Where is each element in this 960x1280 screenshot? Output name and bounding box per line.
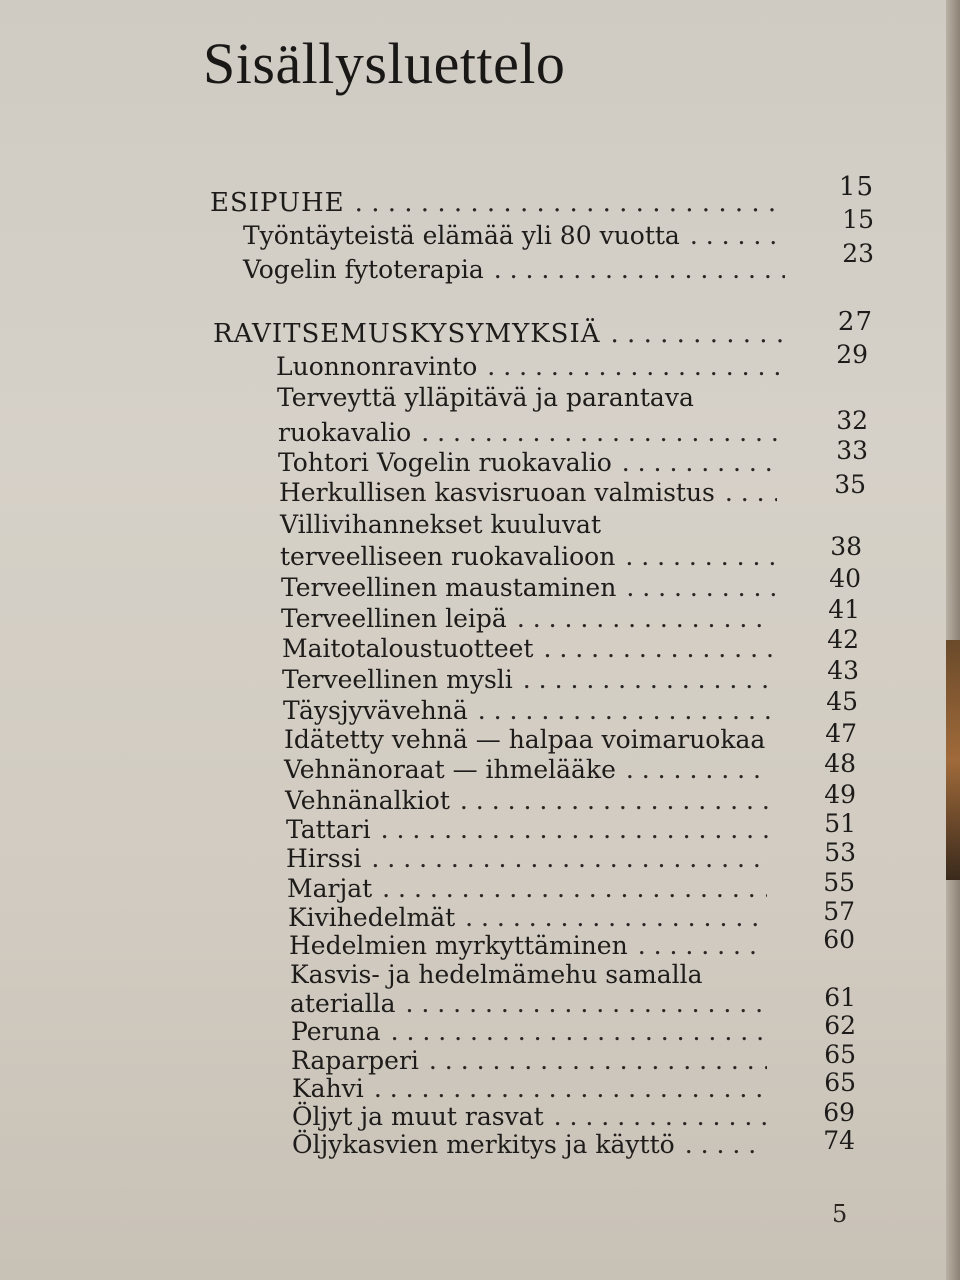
toc-entry (282, 656, 859, 695)
toc-entry (281, 595, 860, 634)
toc-entry-title: Maitotaloustuotteet (282, 634, 534, 663)
dot-leader (487, 352, 781, 382)
toc-entry-title: Raparperi (291, 1046, 419, 1075)
dot-leader (543, 634, 772, 664)
toc-entry-title: Villivihannekset kuuluvat (280, 510, 602, 539)
dot-leader (421, 418, 778, 448)
toc-entry-page: 60 (823, 925, 855, 954)
toc-entry-page: 49 (824, 780, 856, 809)
toc-entry-page: 62 (824, 1011, 856, 1040)
toc-entry-title: Vogelin fytoterapia (243, 255, 484, 284)
toc-entry (290, 983, 856, 1019)
toc-entry (213, 307, 873, 349)
toc-entry-page: 74 (823, 1126, 855, 1155)
dot-leader (690, 221, 785, 251)
toc-entry-title: Herkullisen kasvisruoan valmistus (279, 478, 715, 507)
toc-entry-title: Öljykasvien merkitys ja käyttö (292, 1130, 675, 1159)
toc-entry-page: 47 (825, 719, 857, 748)
toc-entry (292, 1126, 855, 1160)
toc-entry-title: ruokavalio (278, 418, 412, 447)
toc-entry-page: 27 (837, 307, 873, 337)
dot-leader (429, 1046, 767, 1076)
toc-entry-title: Hedelmien myrkyttäminen (289, 931, 628, 960)
toc-entry (289, 925, 855, 961)
toc-entry-page: 33 (836, 436, 868, 465)
toc-entry-page: 38 (830, 532, 862, 561)
dot-leader (626, 573, 775, 603)
toc-entry (292, 1098, 855, 1132)
dot-leader (638, 931, 767, 961)
toc-entry (291, 1011, 856, 1047)
page-number: 5 (832, 1200, 848, 1228)
toc-entry-title: Tohtori Vogelin ruokavalio (278, 448, 612, 477)
toc-entry-title: Öljyt ja muut rasvat (292, 1102, 544, 1131)
toc-entry (278, 406, 868, 448)
dot-leader (382, 874, 767, 904)
page-title: Sisällysluettelo (203, 31, 566, 96)
dot-leader (626, 755, 770, 785)
toc-entry (276, 340, 868, 382)
toc-entry-page: 48 (824, 749, 856, 778)
toc-entry-title: Terveellinen leipä (281, 604, 507, 633)
toc-entry (280, 510, 788, 540)
toc-entry-title: Kivihedelmät (288, 903, 456, 932)
toc-entry-page: 53 (824, 838, 856, 867)
toc-entry-page: 55 (823, 868, 855, 897)
toc-entry (290, 960, 778, 990)
toc-entry (283, 687, 858, 726)
toc-entry (285, 780, 856, 816)
toc-entry (288, 897, 855, 933)
toc-entry-title: Vehnänalkiot (285, 786, 450, 815)
toc-entry-page: 15 (838, 172, 874, 202)
toc-entry-title: Luonnonravinto (276, 352, 478, 381)
dot-leader (460, 786, 769, 816)
toc-entry (284, 749, 856, 785)
toc-entry-title: Työntäyteistä elämää yli 80 vuotta (243, 221, 680, 250)
toc-entry-title: aterialla (290, 989, 396, 1018)
toc-entry-page: 45 (826, 687, 858, 716)
toc-entry-title: Vehnänoraat — ihmelääke (284, 755, 616, 784)
toc-entry-page: 69 (823, 1098, 855, 1127)
toc-entry-title: terveelliseen ruokavalioon (280, 542, 616, 571)
toc-entry-title: ESIPUHE (210, 188, 345, 218)
toc-entry (243, 205, 874, 251)
toc-entry-title: Hirssi (286, 844, 362, 873)
dot-leader (685, 1130, 766, 1160)
dot-leader (625, 542, 775, 572)
toc-entry-title: Terveellinen maustaminen (281, 573, 617, 602)
dot-leader (622, 448, 778, 478)
toc-entry-title: Tattari (286, 815, 371, 844)
dot-leader (517, 604, 773, 634)
dot-leader (494, 255, 785, 285)
dot-leader (478, 696, 771, 726)
toc-entry-page: 57 (823, 897, 855, 926)
dot-leader (374, 1074, 767, 1104)
toc-entry (210, 172, 874, 218)
toc-entry-title: Marjat (287, 874, 373, 903)
toc-entry-page: 15 (842, 205, 874, 234)
dot-leader (554, 1102, 766, 1132)
toc-entry-title: Täysjyvävehnä (283, 696, 468, 725)
toc-entry (277, 383, 792, 413)
dot-leader (381, 815, 768, 845)
toc-entry-page: 51 (824, 809, 856, 838)
dot-leader (523, 665, 772, 695)
toc-entry-title: Kahvi (292, 1074, 364, 1103)
toc-entry (243, 239, 874, 285)
dot-leader (355, 188, 785, 218)
toc-entry (287, 868, 855, 904)
toc-entry-page: 29 (836, 340, 868, 369)
toc-entry-title: Terveyttä ylläpitävä ja parantava (277, 383, 694, 412)
toc-entry-page: 61 (824, 983, 856, 1012)
toc-entry-page: 23 (842, 239, 874, 268)
toc-entry-title: Peruna (291, 1017, 381, 1046)
dot-leader (406, 989, 768, 1019)
dot-leader (725, 478, 777, 508)
toc-entry-page: 35 (834, 470, 866, 499)
toc-entry (286, 838, 856, 874)
toc-entry (282, 625, 859, 664)
toc-entry (278, 436, 868, 478)
toc-entry-page: 65 (824, 1068, 856, 1097)
dot-leader (611, 319, 783, 349)
toc-entry (286, 809, 856, 845)
toc-entry-page: 40 (829, 564, 861, 593)
toc-entry (284, 719, 857, 755)
toc-entry (281, 564, 861, 603)
toc-entry (280, 532, 862, 572)
dot-leader (371, 844, 768, 874)
toc-entry-page: 41 (828, 595, 860, 624)
toc-entry-title: Kasvis- ja hedelmämehu samalla (290, 960, 703, 989)
toc-entry-title: Idätetty vehnä — halpaa voimaruokaa (284, 725, 766, 754)
dot-leader (391, 1017, 767, 1047)
toc-entry-page: 65 (824, 1040, 856, 1069)
toc-entry-title: RAVITSEMUSKYSYMYKSIÄ (213, 319, 601, 349)
dot-leader (465, 903, 767, 933)
toc-entry (292, 1068, 856, 1104)
toc-entry-page: 32 (836, 406, 868, 435)
toc-entry-page: 43 (827, 656, 859, 685)
toc-entry-page: 42 (827, 625, 859, 654)
toc-entry (279, 470, 866, 508)
toc-entry-title: Terveellinen mysli (282, 665, 513, 694)
toc-entry (291, 1040, 856, 1076)
